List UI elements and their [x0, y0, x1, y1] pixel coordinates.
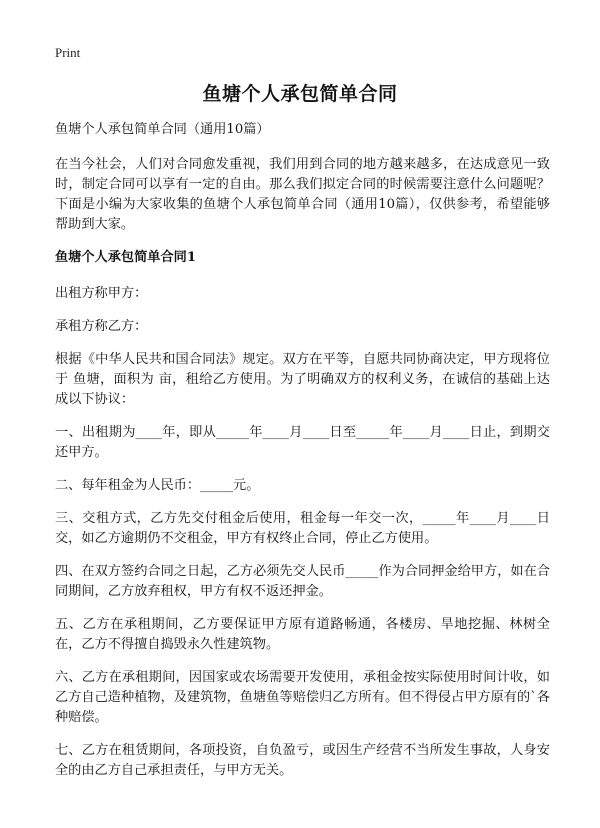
section-heading: 鱼塘个人承包简单合同1	[55, 250, 197, 265]
preamble-paragraph: 根据《中华人民共和国合同法》规定。双方在平等，自愿共同协商决定，甲方现将位于 鱼塘，面积为 亩，租给乙方使用。为了明确双方的权利义务，在诚信的基础上达成以下协议：	[55, 352, 550, 407]
document-body	[55, 120, 550, 794]
document-subtitle: 鱼塘个人承包简单合同（通用10篇）	[55, 122, 270, 137]
lessee-line: 承租方称乙方：	[55, 319, 148, 334]
intro-paragraph: 在当今社会，人们对合同愈发重视，我们用到合同的地方越来越多，在达成意见一致时，制定合同可以享有一定的自由。那么我们拟定合同的时候需要注意什么问题呢？下面是小编为大家收集的鱼塘个人承包简单合同（通用10篇），仅供参考，希望能够帮助到大家。	[55, 157, 550, 232]
clause-5: 五、乙方在承租期间，乙方要保证甲方原有道路畅通，各楼房、旱地挖掘、林树全在，乙方不得擅自捣毁永久性建筑物。	[55, 617, 550, 652]
clause-7: 七、乙方在租赁期间，各项投资，自负盈亏，或因生产经营不当所发生事故，人身安全的由乙方自己承担责任，与甲方无关。	[55, 743, 550, 778]
clause-4: 四、在双方签约合同之日起，乙方必须先交人民币_____作为合同押金给甲方，如在合同期间，乙方放弃租权，甲方有权不返还押金。	[55, 564, 550, 599]
document-title: 鱼塘个人承包简单合同	[202, 83, 398, 105]
clause-6: 六、乙方在承租期间，因国家或农场需要开发使用，承租金按实际使用时间计收，如乙方自己造种植物，及建筑物，鱼塘鱼等赔偿归乙方所有。但不得侵占甲方原有的`各种赔偿。	[55, 670, 550, 725]
clause-1: 一、出租期为____年，即从_____年____月____日至_____年____月____日止，到期交还甲方。	[55, 425, 550, 460]
print-link[interactable]: Print	[55, 45, 81, 60]
clause-2: 二、每年租金为人民币：_____元。	[55, 478, 260, 493]
clause-3: 三、交租方式，乙方先交付租金后使用，租金每一年交一次，_____年____月____日交，如乙方逾期仍不交租金，甲方有权终止合同，停止乙方使用。	[55, 511, 550, 546]
lessor-line: 出租方称甲方：	[55, 286, 148, 301]
